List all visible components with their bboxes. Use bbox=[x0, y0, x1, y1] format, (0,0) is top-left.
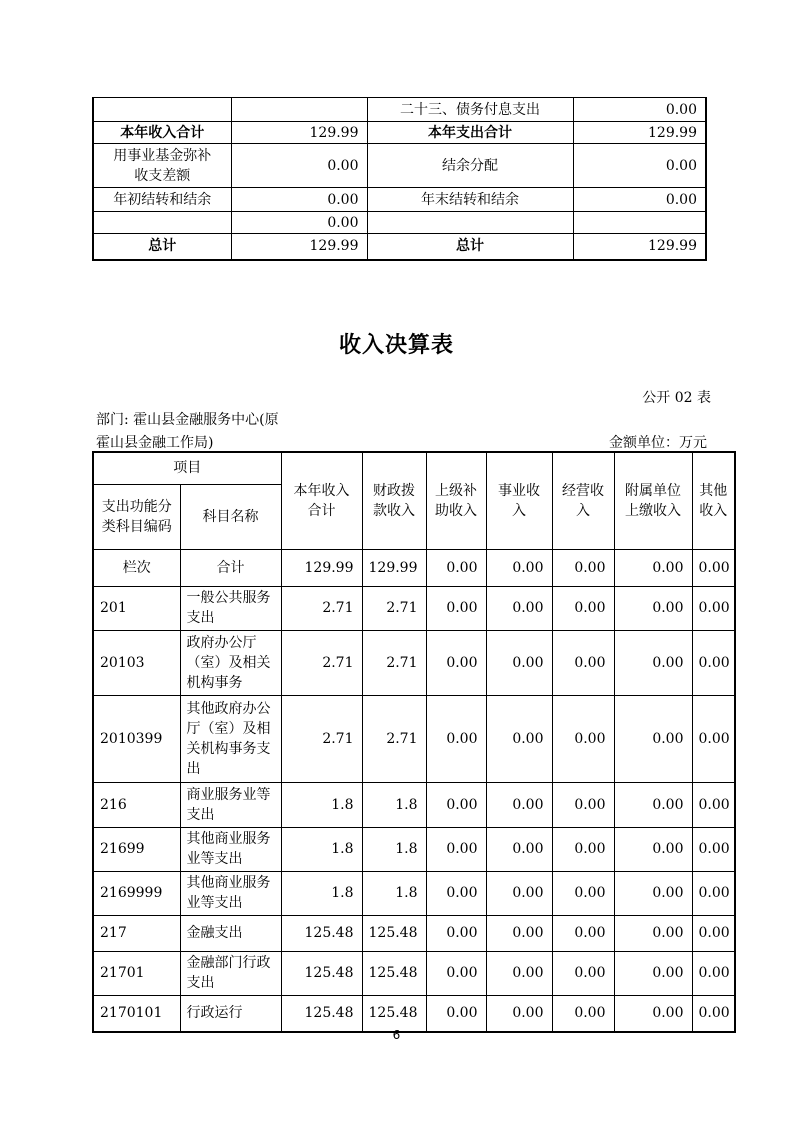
summary-cell: 本年支出合计 bbox=[367, 122, 573, 144]
row-total: 1.8 bbox=[281, 782, 362, 827]
page-title: 收入决算表 bbox=[338, 333, 454, 358]
row-fiscal: 2.71 bbox=[362, 586, 426, 630]
table-row bbox=[93, 630, 735, 695]
summary-cell: 用事业基金弥补收支差额 bbox=[93, 144, 231, 188]
row-name: 其他商业服务业等支出 bbox=[180, 871, 281, 915]
table-row bbox=[93, 995, 735, 1032]
row-operating: 0.00 bbox=[552, 782, 614, 827]
row-business: 0.00 bbox=[486, 782, 552, 827]
row-operating: 0.00 bbox=[552, 827, 614, 871]
row-operating: 0.00 bbox=[552, 695, 614, 782]
row-business: 0.00 bbox=[486, 871, 552, 915]
row-name: 金融部门行政支出 bbox=[180, 951, 281, 995]
summary-cell: 结余分配 bbox=[367, 144, 573, 188]
row-fiscal: 1.8 bbox=[362, 827, 426, 871]
row-fiscal: 125.48 bbox=[362, 995, 426, 1032]
row-business: 0.00 bbox=[486, 695, 552, 782]
table-row bbox=[93, 122, 706, 144]
summary-cell bbox=[231, 98, 367, 122]
header-name: 科目名称 bbox=[180, 484, 281, 549]
row-code: 20103 bbox=[93, 630, 180, 695]
row-fiscal: 2.71 bbox=[362, 695, 426, 782]
row-affiliated: 0.00 bbox=[614, 995, 692, 1032]
row-superior: 0.00 bbox=[426, 951, 486, 995]
row-fiscal: 1.8 bbox=[362, 871, 426, 915]
row-other: 0.00 bbox=[692, 871, 735, 915]
row-code: 2010399 bbox=[93, 695, 180, 782]
row-code: 21701 bbox=[93, 951, 180, 995]
row-business: 0.00 bbox=[486, 630, 552, 695]
row-fiscal: 129.99 bbox=[362, 549, 426, 586]
table-row bbox=[93, 827, 735, 871]
row-name: 其他政府办公厅（室）及相关机构事务支出 bbox=[180, 695, 281, 782]
summary-cell: 0.00 bbox=[231, 188, 367, 212]
summary-cell: 129.99 bbox=[573, 122, 706, 144]
row-code: 2169999 bbox=[93, 871, 180, 915]
row-business: 0.00 bbox=[486, 951, 552, 995]
header-business: 事业收入 bbox=[486, 452, 552, 549]
row-fiscal: 1.8 bbox=[362, 782, 426, 827]
row-name: 政府办公厅（室）及相关机构事务 bbox=[180, 630, 281, 695]
row-other: 0.00 bbox=[692, 915, 735, 951]
row-affiliated: 0.00 bbox=[614, 915, 692, 951]
row-code: 216 bbox=[93, 782, 180, 827]
summary-cell bbox=[93, 212, 231, 234]
row-fiscal: 125.48 bbox=[362, 951, 426, 995]
row-total: 2.71 bbox=[281, 586, 362, 630]
header-code: 支出功能分类科目编码 bbox=[93, 484, 180, 549]
row-other: 0.00 bbox=[692, 951, 735, 995]
unit-label: 金额单位：万元 bbox=[609, 435, 707, 451]
row-affiliated: 0.00 bbox=[614, 827, 692, 871]
department-label: 部门: 霍山县金融服务中心(原 bbox=[96, 412, 279, 428]
row-other: 0.00 bbox=[692, 695, 735, 782]
row-operating: 0.00 bbox=[552, 549, 614, 586]
row-superior: 0.00 bbox=[426, 871, 486, 915]
header-operating: 经营收入 bbox=[552, 452, 614, 549]
row-operating: 0.00 bbox=[552, 995, 614, 1032]
row-other: 0.00 bbox=[692, 995, 735, 1032]
header-row bbox=[93, 452, 735, 484]
row-superior: 0.00 bbox=[426, 586, 486, 630]
table-row bbox=[93, 915, 735, 951]
row-affiliated: 0.00 bbox=[614, 549, 692, 586]
row-business: 0.00 bbox=[486, 586, 552, 630]
summary-cell: 0.00 bbox=[573, 188, 706, 212]
header-total-income: 本年收入合计 bbox=[281, 452, 362, 549]
row-other: 0.00 bbox=[692, 827, 735, 871]
summary-cell: 0.00 bbox=[573, 98, 706, 122]
summary-cell: 年末结转和结余 bbox=[367, 188, 573, 212]
summary-cell bbox=[93, 98, 231, 122]
row-operating: 0.00 bbox=[552, 586, 614, 630]
row-superior: 0.00 bbox=[426, 630, 486, 695]
summary-cell: 总计 bbox=[367, 234, 573, 260]
table-row bbox=[93, 98, 706, 122]
summary-cell: 总计 bbox=[93, 234, 231, 260]
header-superior: 上级补助收入 bbox=[426, 452, 486, 549]
row-business: 0.00 bbox=[486, 915, 552, 951]
table-row bbox=[93, 234, 706, 260]
summary-cell bbox=[573, 212, 706, 234]
row-fiscal: 125.48 bbox=[362, 915, 426, 951]
table-row bbox=[93, 549, 735, 586]
row-business: 0.00 bbox=[486, 995, 552, 1032]
summary-cell: 年初结转和结余 bbox=[93, 188, 231, 212]
row-code: 栏次 bbox=[93, 549, 180, 586]
row-fiscal: 2.71 bbox=[362, 630, 426, 695]
summary-cell: 0.00 bbox=[573, 144, 706, 188]
table-row bbox=[93, 695, 735, 782]
summary-cell: 129.99 bbox=[231, 234, 367, 260]
row-total: 125.48 bbox=[281, 995, 362, 1032]
row-name: 行政运行 bbox=[180, 995, 281, 1032]
row-superior: 0.00 bbox=[426, 827, 486, 871]
table-row bbox=[93, 144, 706, 188]
row-superior: 0.00 bbox=[426, 549, 486, 586]
row-name: 其他商业服务业等支出 bbox=[180, 827, 281, 871]
row-superior: 0.00 bbox=[426, 995, 486, 1032]
row-superior: 0.00 bbox=[426, 695, 486, 782]
row-affiliated: 0.00 bbox=[614, 630, 692, 695]
row-code: 201 bbox=[93, 586, 180, 630]
row-code: 21699 bbox=[93, 827, 180, 871]
row-affiliated: 0.00 bbox=[614, 586, 692, 630]
row-superior: 0.00 bbox=[426, 915, 486, 951]
row-operating: 0.00 bbox=[552, 871, 614, 915]
row-name: 一般公共服务支出 bbox=[180, 586, 281, 630]
row-name: 金融支出 bbox=[180, 915, 281, 951]
row-affiliated: 0.00 bbox=[614, 951, 692, 995]
table-row bbox=[93, 951, 735, 995]
row-operating: 0.00 bbox=[552, 915, 614, 951]
table-row bbox=[93, 871, 735, 915]
header-fiscal: 财政拨款收入 bbox=[362, 452, 426, 549]
row-other: 0.00 bbox=[692, 630, 735, 695]
department-label-continued: 霍山县金融工作局) bbox=[96, 435, 214, 451]
row-operating: 0.00 bbox=[552, 630, 614, 695]
row-total: 2.71 bbox=[281, 630, 362, 695]
summary-cell: 129.99 bbox=[573, 234, 706, 260]
summary-cell: 本年收入合计 bbox=[93, 122, 231, 144]
row-business: 0.00 bbox=[486, 827, 552, 871]
row-total: 125.48 bbox=[281, 915, 362, 951]
row-total: 1.8 bbox=[281, 827, 362, 871]
page-number: 6 bbox=[392, 1028, 401, 1042]
summary-cell: 0.00 bbox=[231, 212, 367, 234]
row-other: 0.00 bbox=[692, 782, 735, 827]
income-table bbox=[92, 451, 736, 1033]
row-other: 0.00 bbox=[692, 586, 735, 630]
row-code: 2170101 bbox=[93, 995, 180, 1032]
row-superior: 0.00 bbox=[426, 782, 486, 827]
header-other: 其他收入 bbox=[692, 452, 735, 549]
summary-cell: 二十三、债务付息支出 bbox=[367, 98, 573, 122]
table-code: 公开 02 表 bbox=[642, 390, 711, 406]
row-business: 0.00 bbox=[486, 549, 552, 586]
summary-cell bbox=[367, 212, 573, 234]
summary-cell: 129.99 bbox=[231, 122, 367, 144]
table-row bbox=[93, 188, 706, 212]
row-total: 2.71 bbox=[281, 695, 362, 782]
header-project: 项目 bbox=[93, 452, 281, 484]
row-operating: 0.00 bbox=[552, 951, 614, 995]
header-affiliated: 附属单位上缴收入 bbox=[614, 452, 692, 549]
summary-cell: 0.00 bbox=[231, 144, 367, 188]
row-total: 1.8 bbox=[281, 871, 362, 915]
row-name: 商业服务业等支出 bbox=[180, 782, 281, 827]
row-affiliated: 0.00 bbox=[614, 695, 692, 782]
table-row bbox=[93, 212, 706, 234]
row-other: 0.00 bbox=[692, 549, 735, 586]
row-code: 217 bbox=[93, 915, 180, 951]
table-row bbox=[93, 782, 735, 827]
summary-table bbox=[92, 97, 707, 261]
row-total: 129.99 bbox=[281, 549, 362, 586]
row-affiliated: 0.00 bbox=[614, 871, 692, 915]
table-row bbox=[93, 586, 735, 630]
row-name: 合计 bbox=[180, 549, 281, 586]
row-affiliated: 0.00 bbox=[614, 782, 692, 827]
row-total: 125.48 bbox=[281, 951, 362, 995]
